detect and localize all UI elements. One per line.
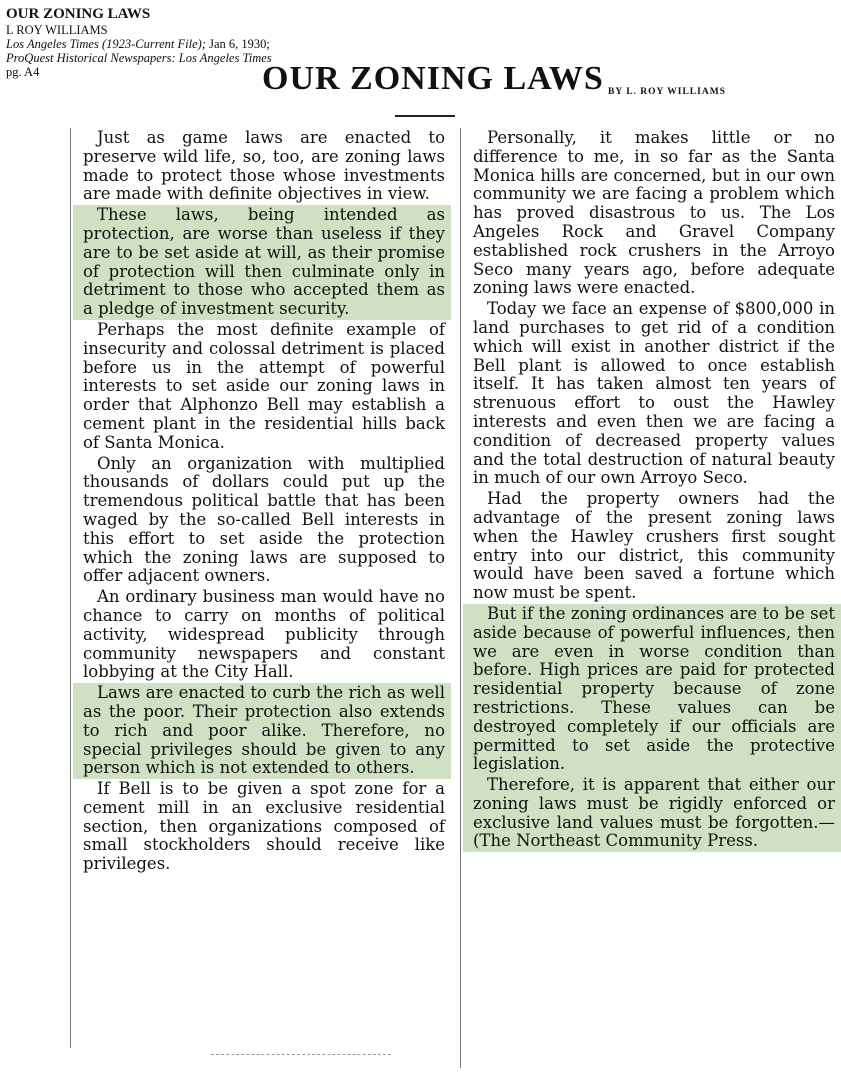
paragraph: If Bell is to be given a spot zone for a cement mill in an exclusive residential section, then organizations composed of small stockholders should receive like privileges. — [83, 779, 445, 874]
article-headline: OUR ZONING LAWS — [262, 60, 604, 97]
paragraph: Perhaps the most definite example of insecurity and colossal detriment is placed before us in the attempt of powerful interests to set aside our zoning laws in order that Alphonzo Bell may establish a cement plant in the residential hills back of Santa Monica. — [83, 319, 445, 452]
citation-source-line — [6, 37, 336, 51]
paragraph: Laws are enacted to curb the rich as well as the poor. Their protection also extends to rich and poor alike. Therefore, no special privileges should be given to any person which is not extended to others. — [73, 683, 451, 779]
paragraph: Just as game laws are enacted to preserve wild life, so, too, are zoning laws made to protect those whose investments are made with definite objectives in view. — [83, 128, 445, 204]
citation-source: Los Angeles Times (1923-Current File); — [6, 37, 206, 51]
right-column — [460, 128, 841, 1068]
citation-database: ProQuest Historical Newspapers: Los Angeles Times — [6, 51, 272, 65]
paragraph: Today we face an expense of $800,000 in land purchases to get rid of a condition which will exist in another district if the Bell plant is allowed to once establish itself. It has taken almost ten years of strenuous effort to oust the Hawley interests and even then we are facing a condition of decreased property values and the total destruction of natural beauty in much of our own Arroyo Seco. — [473, 299, 835, 488]
paragraph: But if the zoning ordinances are to be set aside because of powerful influences, then we are even in worse condition than before. High prices are paid for protected residential property because of zone restrictions. These values can be destroyed completely if our officials are permitted to set aside the protective legislation. — [463, 604, 841, 775]
paragraph: These laws, being intended as protection, are worse than useless if they are to be set aside at will, as their promise of protection will then culminate only in detriment to those who accepted them as a pledge of investment security. — [73, 205, 451, 320]
citation-page: pg. A4 — [6, 65, 40, 79]
headline-rule — [395, 115, 455, 117]
paragraph: An ordinary business man would have no chance to carry on months of political activity, widespread publicity through community newspapers and constant lobbying at the City Hall. — [83, 587, 445, 682]
paragraph: Had the property owners had the advantage of the present zoning laws when the Hawley crushers first sought entry into our district, this community would have been saved a fortune which now must be spent. — [473, 489, 835, 603]
citation-author: L ROY WILLIAMS — [6, 23, 108, 37]
column-end-mark — [211, 1054, 391, 1056]
citation-date: Jan 6, 1930; — [209, 37, 270, 51]
paragraph: Therefore, it is apparent that either our zoning laws must be rigidly enforced or exclusive land values must be forgotten.—(The Northeast Community Press. — [463, 775, 841, 852]
citation-title: OUR ZONING LAWS — [6, 6, 151, 22]
paragraph: Only an organization with multiplied thousands of dollars could put up the tremendous political battle that has been waged by the so-called Bell interests in this effort to set aside the protection which the zoning laws are supposed to offer adjacent owners. — [83, 453, 445, 586]
paragraph: Personally, it makes little or no difference to me, in so far as the Santa Monica hills are concerned, but in our own community we are facing a problem which has proved disastrous to us. The Los Angeles Rock and Gravel Company established rock crushers in the Arroyo Seco many years ago, before adequate zoning laws were enacted. — [473, 128, 835, 298]
left-column — [70, 128, 451, 1048]
article-byline: BY L. ROY WILLIAMS — [608, 87, 726, 97]
